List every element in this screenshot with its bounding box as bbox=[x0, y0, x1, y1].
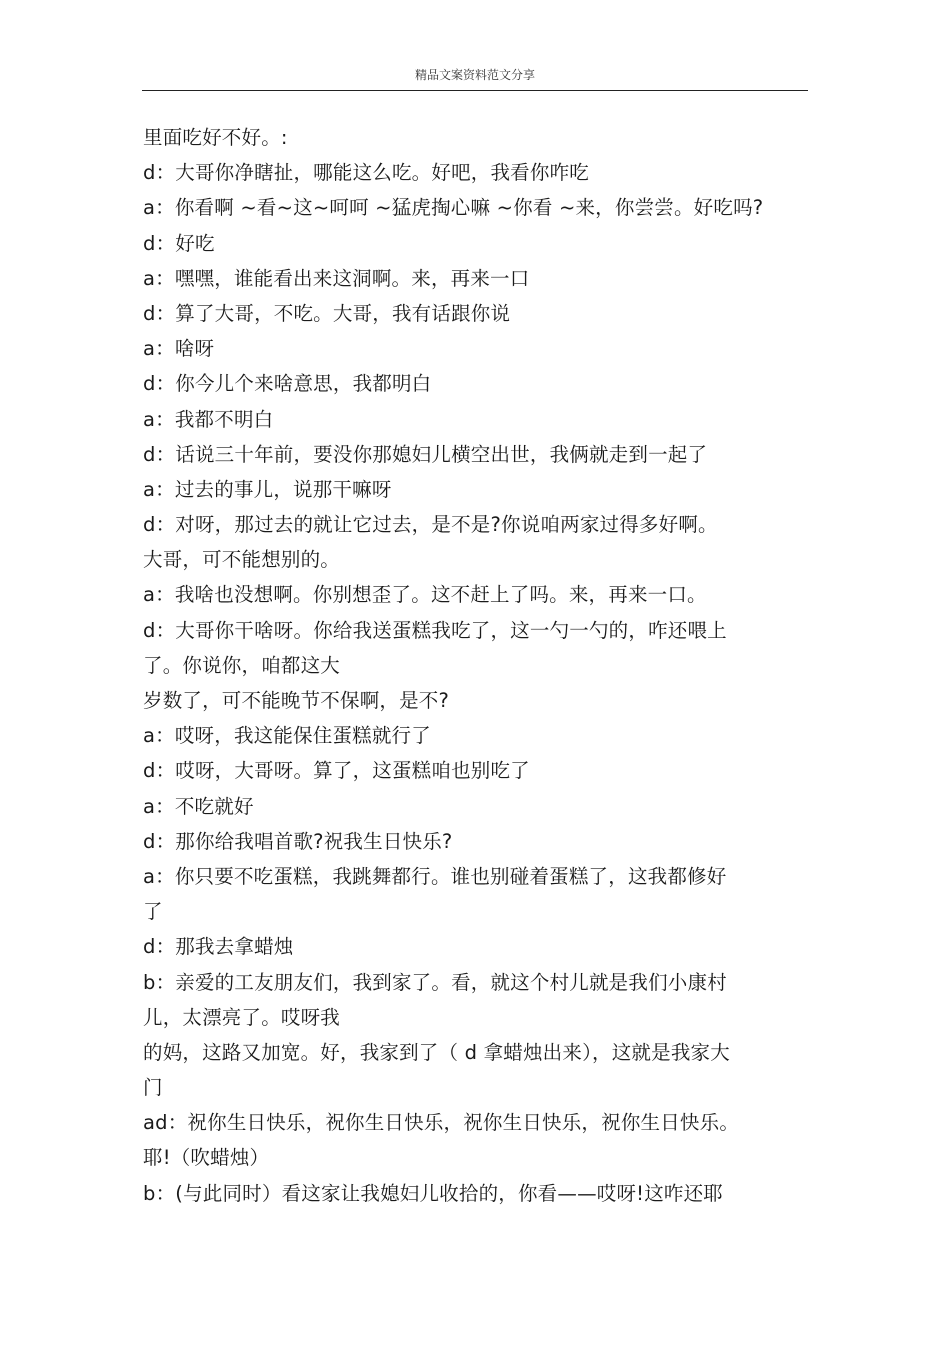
text-line: a：哎呀，我这能保住蛋糕就行了 bbox=[143, 724, 431, 748]
text-line: d：大哥你干啥呀。你给我送蛋糕我吃了，这一勺一勺的，咋还喂上 bbox=[143, 618, 727, 642]
text-line: d：你今儿个来啥意思，我都明白 bbox=[143, 372, 432, 396]
text-line: d：大哥你净瞎扯，哪能这么吃。好吧，我看你咋吃 bbox=[143, 161, 589, 185]
text-line: d：那你给我唱首歌?祝我生日快乐? bbox=[143, 829, 453, 853]
text-line: a：我啥也没想啊。你别想歪了。这不赶上了吗。来，再来一口。 bbox=[143, 583, 707, 607]
header-divider bbox=[142, 90, 808, 91]
text-line: b：(与此同时）看这家让我媳妇儿收拾的，你看——哎呀!这咋还耶 bbox=[143, 1181, 724, 1205]
text-line: d：算了大哥，不吃。大哥，我有话跟你说 bbox=[143, 301, 511, 325]
text-line: d：哎呀，大哥呀。算了，这蛋糕咱也别吃了 bbox=[143, 759, 530, 783]
dialogue-body bbox=[143, 120, 803, 1211]
text-line: ad：祝你生日快乐，祝你生日快乐，祝你生日快乐，祝你生日快乐。 bbox=[143, 1111, 740, 1135]
text-line: a：你只要不吃蛋糕，我跳舞都行。谁也别碰着蛋糕了，这我都修好 bbox=[143, 864, 727, 888]
text-line: b：亲爱的工友朋友们，我到家了。看，就这个村儿就是我们小康村 bbox=[143, 970, 727, 994]
text-line: a：不吃就好 bbox=[143, 794, 254, 818]
text-line: 了。你说你，咱都这大 bbox=[143, 653, 341, 677]
text-line: 的妈，这路又加宽。好，我家到了（ d 拿蜡烛出来），这就是我家大 bbox=[143, 1040, 730, 1064]
text-line: 耶!（吹蜡烛） bbox=[143, 1146, 270, 1170]
text-line: a：嘿嘿，谁能看出来这洞啊。来，再来一口 bbox=[143, 266, 530, 290]
text-line: a：我都不明白 bbox=[143, 407, 274, 431]
text-line: a：过去的事儿，说那干嘛呀 bbox=[143, 477, 392, 501]
text-line: 门 bbox=[143, 1076, 163, 1100]
page-header: 精品文案资料范文分享 bbox=[414, 68, 535, 82]
text-line: d：那我去拿蜡烛 bbox=[143, 935, 294, 959]
text-line: 了 bbox=[143, 900, 163, 924]
text-line: d：好吃 bbox=[143, 231, 215, 255]
text-line: 大哥，可不能想别的。 bbox=[143, 548, 341, 572]
text-line: 儿，太漂亮了。哎呀我 bbox=[143, 1005, 341, 1029]
text-line: d：对呀，那过去的就让它过去，是不是?你说咱两家过得多好啊。 bbox=[143, 513, 718, 537]
text-line: 里面吃好不好。: bbox=[143, 126, 288, 149]
text-line: 岁数了，可不能晚节不保啊，是不? bbox=[143, 689, 450, 712]
text-line: d：话说三十年前，要没你那媳妇儿横空出世，我俩就走到一起了 bbox=[143, 442, 708, 466]
text-line: a：啥呀 bbox=[143, 337, 215, 361]
text-line: a：你看啊 ~看~这~呵呵 ~猛虎掏心嘛 ~你看 ~来，你尝尝。好吃吗? bbox=[143, 196, 764, 220]
